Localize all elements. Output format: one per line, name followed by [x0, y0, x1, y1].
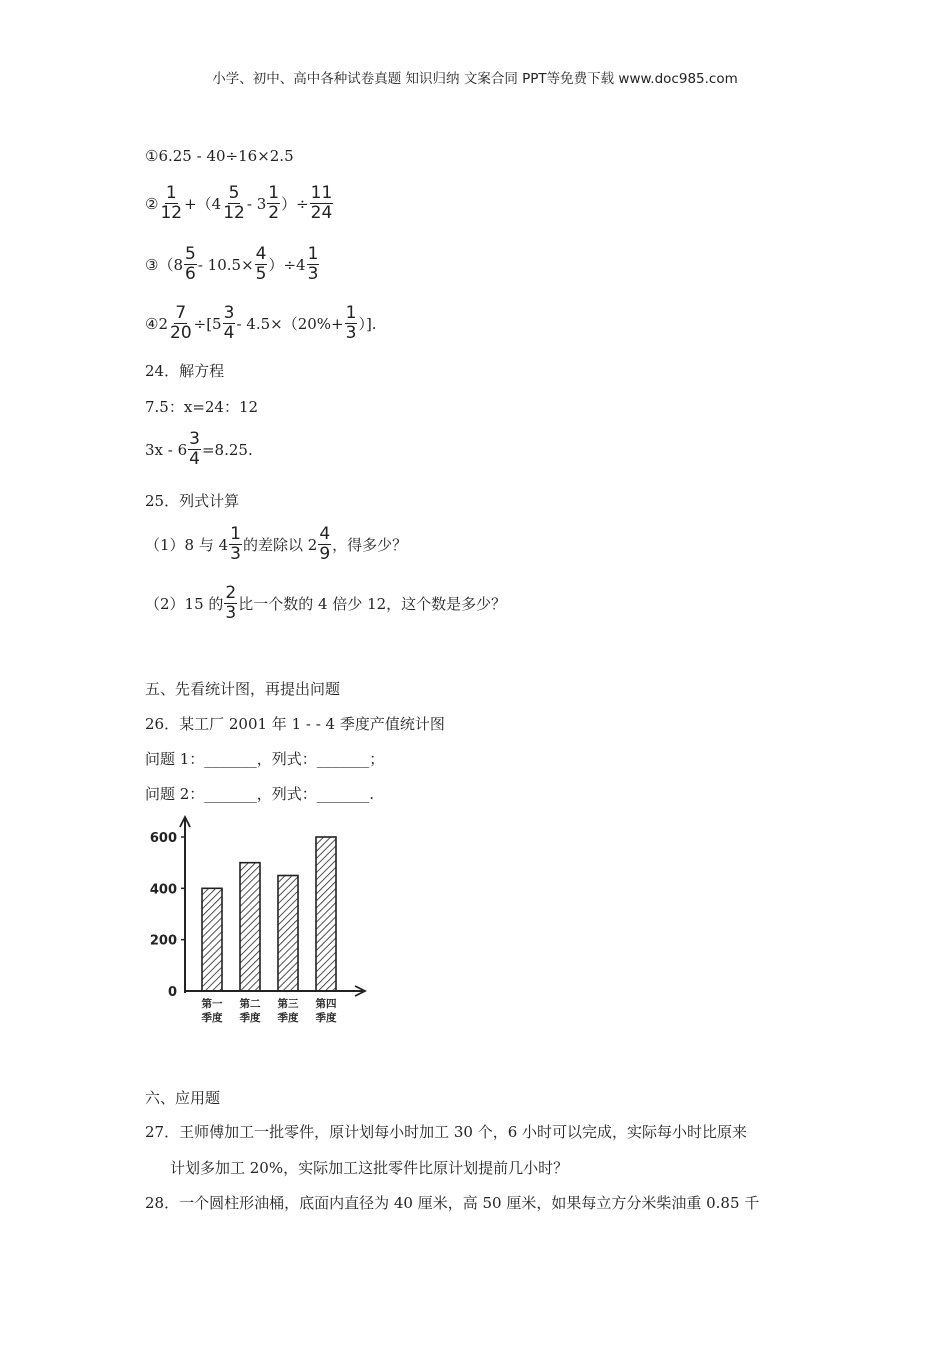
calc-text: ）÷ — [281, 195, 309, 213]
calc-text: +（4 — [184, 195, 222, 213]
fraction: 1 2 — [268, 183, 280, 223]
question-26-title: 26．某工厂 2001 年 1 - - 4 季度产值统计图 — [145, 715, 445, 733]
fraction: 1 3 — [230, 524, 241, 564]
question-27-line-2: 计划多加工 20%，实际加工这批零件比原计划提前几小时？ — [170, 1159, 569, 1177]
calc-text: ）÷4 — [268, 256, 306, 274]
fraction: $\frac{11}{24}$ — [310, 183, 333, 223]
eq-text: =8.25. — [201, 440, 253, 459]
question-26-line-1: 问题 1：_______，列式：_______； — [145, 750, 385, 768]
equation-1: 7.5：x=24：12 — [145, 398, 259, 416]
x-tick-label: 季度 — [315, 1012, 337, 1024]
question-26-line-2: 问题 2：_______，列式：_______. — [145, 785, 375, 803]
x-tick-label: 第四 — [315, 998, 337, 1010]
bar — [278, 876, 298, 992]
fraction: 1 12 — [160, 183, 183, 223]
x-tick-label: 季度 — [239, 1012, 261, 1024]
bar — [240, 863, 260, 991]
eq-text: 3x - 6 — [145, 440, 188, 459]
bar-chart-svg — [140, 815, 380, 1030]
x-tick-label: 第三 — [277, 998, 299, 1010]
fraction: $\frac{3}{4}$ — [189, 429, 200, 469]
section-5-heading: 五、先看统计图，再提出问题 — [145, 680, 341, 698]
calc-text: - 3 — [246, 194, 267, 213]
calc-text: ÷[5 — [193, 314, 222, 333]
q-text: 的差除以 2 — [243, 536, 318, 554]
fraction: 1 3 — [307, 244, 319, 284]
fraction: $\frac{1}{3}$ — [345, 303, 357, 343]
fraction: 5 12 — [223, 183, 245, 223]
fraction: $\frac{4}{5}$ — [255, 244, 267, 284]
fraction: 3 4 — [223, 303, 235, 343]
y-tick-label: 600 — [149, 831, 177, 846]
calc-text: ④2 — [145, 314, 168, 333]
fraction: 4 9 — [319, 524, 331, 564]
question-25-2 — [145, 584, 506, 623]
x-tick-label: 第二 — [239, 998, 261, 1010]
question-28-line-1: 28．一个圆柱形油桶，底面内直径为 40 厘米，高 50 厘米，如果每立方分米柴油重 0.85 千 — [145, 1194, 760, 1212]
calc-3 — [145, 245, 320, 284]
x-tick-label: 季度 — [277, 1012, 299, 1024]
question-25-title: 25．列式计算 — [145, 492, 240, 510]
calc-2 — [145, 184, 334, 223]
equation-2 — [145, 430, 253, 469]
q-text: 比一个数的 4 倍少 12，这个数是多少？ — [238, 595, 507, 613]
y-tick-label: 400 — [149, 882, 177, 898]
bar — [316, 837, 336, 991]
y-tick-label: 200 — [149, 933, 177, 949]
calc-2-num: ② — [145, 194, 159, 213]
q-text: （1）8 与 4 — [145, 536, 229, 554]
bar-chart — [140, 815, 380, 1034]
calc-text: ③（8 — [145, 256, 183, 274]
x-tick-label: 季度 — [201, 1012, 223, 1024]
page-header: 小学、初中、高中各种试卷真题 知识归纳 文案合同 PPT等免费下载 www.doc985.com — [212, 71, 738, 87]
calc-1: ①6.25 - 40÷16×2.5 — [145, 147, 294, 165]
question-25-1 — [145, 525, 407, 564]
calc-4 — [145, 304, 377, 343]
calc-text: - 4.5×（20%+ — [236, 315, 344, 333]
fraction: $\frac{7}{20}$ — [170, 303, 192, 343]
question-27-line-1: 27．王师傅加工一批零件，原计划每小时加工 30 个，6 小时可以完成，实际每小时比原来 — [145, 1123, 748, 1141]
bar — [202, 888, 222, 991]
y-tick-label: 0 — [167, 985, 177, 1000]
calc-text: ）]. — [358, 315, 377, 333]
fraction: 2 3 — [225, 583, 237, 623]
section-6-heading: 六、应用题 — [145, 1089, 221, 1107]
q-text: （2）15 的 — [145, 595, 224, 613]
question-24-title: 24．解方程 — [145, 362, 225, 380]
fraction: 5 6 — [185, 244, 196, 284]
x-tick-label: 第一 — [201, 998, 223, 1010]
calc-text: - 10.5× — [197, 255, 254, 274]
q-text: ，得多少？ — [332, 536, 408, 554]
